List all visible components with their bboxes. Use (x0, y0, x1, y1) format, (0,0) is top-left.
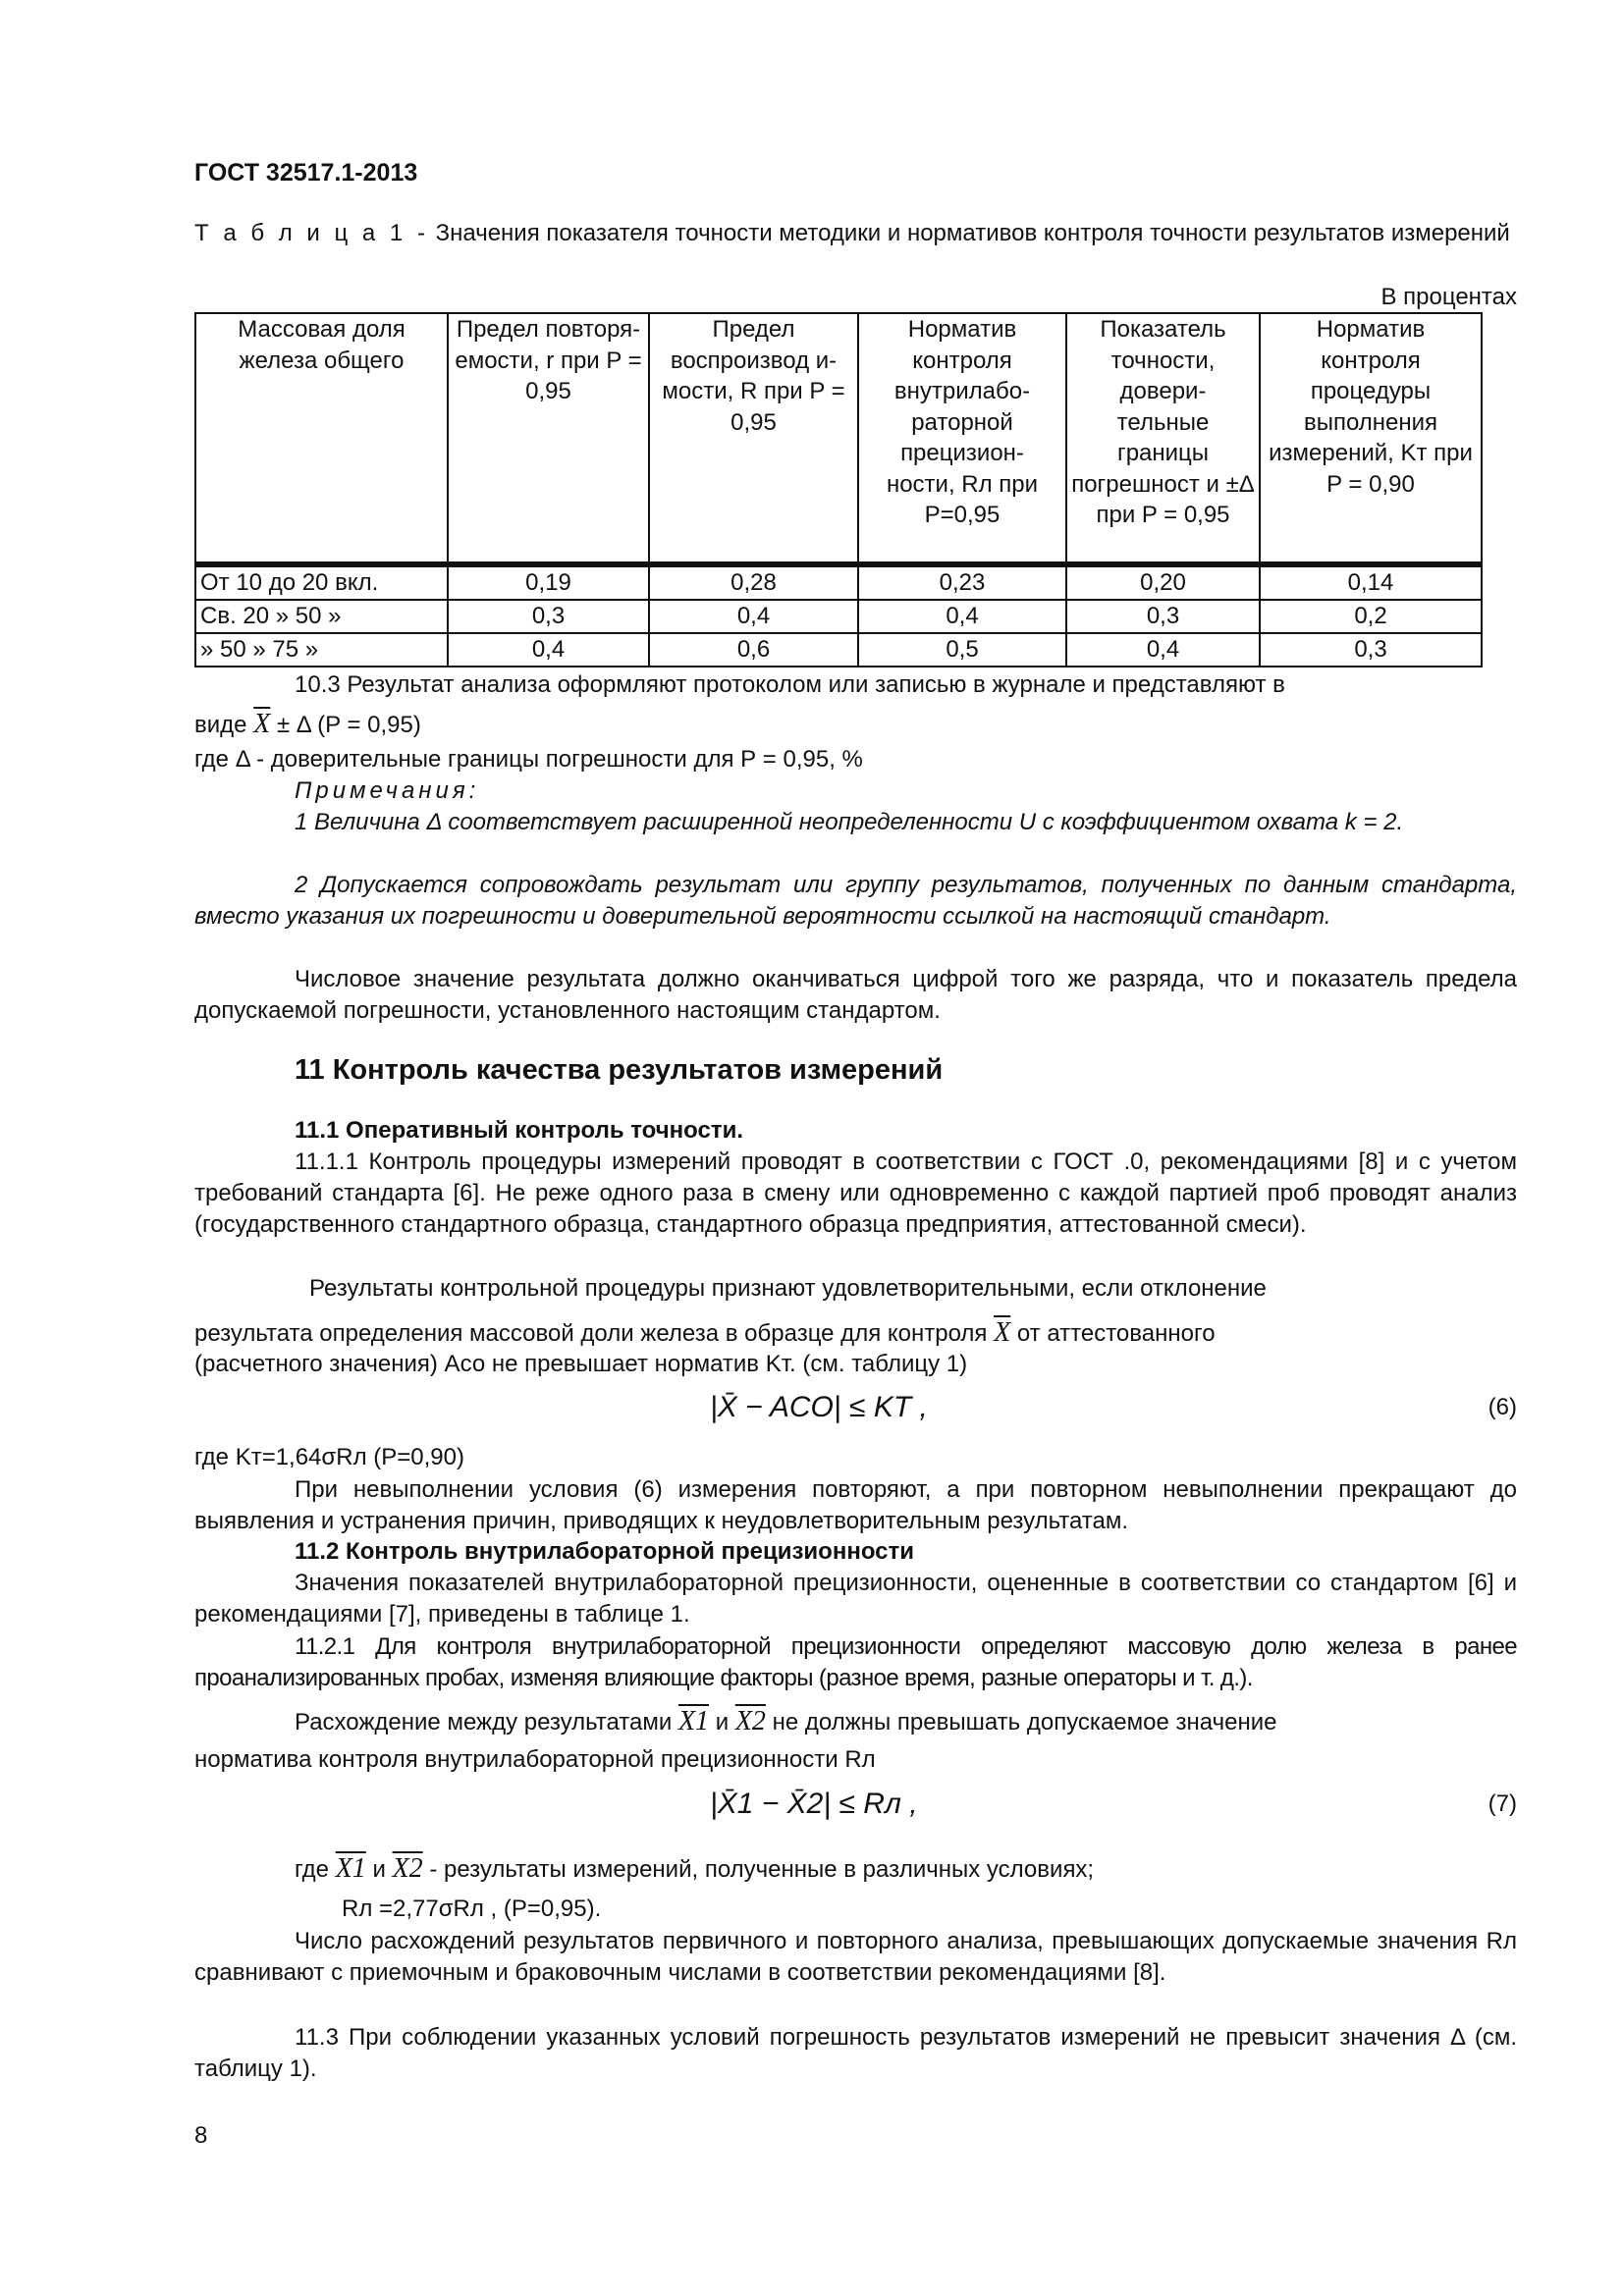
text: виде (194, 712, 247, 738)
p10-3-line2 (194, 709, 1517, 741)
column-header: Норматив контроля процедуры выполнения измерений, Kт при P = 0,90 (1260, 313, 1482, 564)
table-cell: 0,3 (1260, 633, 1482, 667)
table-cell: 0,20 (1066, 564, 1260, 600)
text: - результаты измерений, полученные в различных условиях; (429, 1856, 1095, 1883)
page-number: 8 (194, 2122, 208, 2149)
table-cell: Св. 20 » 50 » (195, 600, 448, 633)
count-paragraph: Число расхождений результатов первичного и повторного анализа, превышающих допускаемые значения Rл сравнивают с приемочным и браковочным числами в соответствии рекомендациями [8]. (194, 1928, 1517, 1986)
table-units: В процентах (1380, 284, 1517, 310)
results-line3: (расчетного значения) Aсо не превышает норматив Kт. (см. таблицу 1) (194, 1351, 968, 1377)
text: и (372, 1856, 386, 1883)
section-11-1-1: 11.1.1 Контроль процедуры измерений проводят в соответствии с ГОСТ .0, рекомендациями [8] и с учетом требований стандарта [6]. Не реже одного раза в смену или одновременно с каждой партией проб проводят анализ (государственного стандартного образца, стандартного образца предприятия, аттестованной смеси). (194, 1148, 1517, 1238)
results-line1: Результаты контрольной процедуры признают удовлетворительными, если отклонение (309, 1275, 1267, 1302)
table-cell: 0,4 (1066, 633, 1260, 667)
section-11-2-text: Значения показателей внутрилабораторной прецизионности, оцененные в соответствии со стандартом [6] и рекомендациями [7], приведены в таблице 1. (194, 1570, 1517, 1628)
section-11-2-1: 11.2.1 Для контроля внутрилабораторной прецизионности определяют массовую долю железа в ранее проанализированных пробах, изменяя влияющие факторы (разное время, разные операторы и т. д.). (194, 1633, 1517, 1691)
text: и (715, 1709, 730, 1735)
note-2: 2 Допускается сопровождать результат или группу результатов, полученных по данным стандарта, вместо указания их погрешности и доверительной вероятности ссылкой на настоящий стандарт. (194, 872, 1517, 930)
table-cell: » 50 » 75 » (195, 633, 448, 667)
section-11-heading: 11 Контроль качества результатов измерений (295, 1054, 944, 1086)
text: ± Δ (P = 0,95) (276, 712, 421, 738)
table-row (195, 564, 1482, 600)
numeric-value-paragraph: Числовое значение результата должно оканчиваться цифрой того же разряда, что и показатель предела допускаемой погрешности, установленного настоящим стандартом. (194, 966, 1517, 1024)
table-row (195, 633, 1482, 667)
table-cell: 0,2 (1260, 600, 1482, 633)
where-x1-x2 (295, 1853, 1517, 1886)
x2-bar-symbol: X2 (392, 1853, 423, 1884)
equation-7-number: (7) (1488, 1790, 1517, 1817)
accuracy-table (194, 312, 1483, 667)
column-header: Показатель точности, довери- тельные границы погрешност и ±Δ при P = 0,95 (1066, 313, 1260, 564)
x-bar-symbol: $\overline{X}$ (994, 1317, 1011, 1348)
table-cell: 0,5 (858, 633, 1066, 667)
repeat-paragraph: При невыполнении условия (6) измерения повторяют, а при повторном невыполнении прекращают до выявления и устранения причин, приводящих к неудовлетворительным результатам. (194, 1476, 1517, 1534)
document-header: ГОСТ 32517.1-2013 (194, 159, 418, 187)
column-header: Предел повторя- емости, r при P = 0,95 (448, 313, 649, 564)
notes-title: Примечания: (295, 777, 480, 804)
section-11-3: 11.3 При соблюдении указанных условий погрешность результатов измерений не превысит значения Δ (см. таблицу 1). (194, 2024, 1517, 2082)
text: Расхождение между результатами (295, 1709, 673, 1735)
table-row (195, 600, 1482, 633)
table-cell: 0,28 (649, 564, 858, 600)
equation-6-number: (6) (1488, 1394, 1517, 1420)
difference-line1 (194, 1706, 1517, 1738)
table-cell: 0,6 (649, 633, 858, 667)
difference-line2: норматива контроля внутрилабораторной прецизионности Rл (194, 1746, 876, 1773)
section-11-1-heading: 11.1 Оперативный контроль точности. (295, 1117, 744, 1144)
x-bar-symbol: $\overline{X}$ (253, 709, 271, 739)
text: где (295, 1856, 330, 1883)
table-cell: 0,19 (448, 564, 649, 600)
results-line2 (194, 1317, 1517, 1350)
table-caption-prefix: Т а б л и ц а 1 - (194, 220, 429, 246)
text: результата определения массовой доли железа в образце для контроля (194, 1320, 988, 1347)
table-cell: 0,4 (448, 633, 649, 667)
rl-definition: Rл =2,77σRл , (P=0,95). (342, 1896, 602, 1922)
equation-6 (194, 1392, 1517, 1435)
table-cell: 0,4 (858, 600, 1066, 633)
table-cell: От 10 до 20 вкл. (195, 564, 448, 600)
equation-7-formula: |X̄1 − X̄2| ≤ Rл , (710, 1788, 918, 1820)
x1-bar-symbol: X1 (335, 1853, 366, 1884)
table-cell: 0,4 (649, 600, 858, 633)
table-caption (194, 218, 1517, 249)
note-1: 1 Величина Δ соответствует расширенной неопределенности U с коэффициентом охвата k = 2. (295, 809, 1404, 835)
table-header-row (195, 313, 1482, 564)
delta-definition: где Δ - доверительные границы погрешности для Р = 0,95, % (194, 746, 863, 773)
column-header: Норматив контроля внутрилабо- раторной прецизион- ности, Rл при Р=0,95 (858, 313, 1066, 564)
equation-6-formula: |X̄ − ACO| ≤ KT , (710, 1391, 928, 1423)
table-cell: 0,14 (1260, 564, 1482, 600)
table-cell: 0,23 (858, 564, 1066, 600)
section-11-2-heading: 11.2 Контроль внутрилабораторной прецизионности (295, 1538, 915, 1565)
equation-7 (194, 1789, 1517, 1832)
p10-3-line1: 10.3 Результат анализа оформляют протоколом или записью в журнале и представляют в (295, 671, 1285, 698)
x2-bar-symbol: X2 (734, 1706, 766, 1736)
table-cell: 0,3 (1066, 600, 1260, 633)
text: не должны превышать допускаемое значение (772, 1709, 1277, 1735)
kt-definition: где Kт=1,64σRл (P=0,90) (194, 1444, 464, 1470)
x1-bar-symbol: X1 (677, 1706, 710, 1736)
table-caption-text: Значения показателя точности методики и нормативов контроля точности результатов измерений (435, 220, 1510, 246)
column-header: Массовая доля железа общего (195, 313, 448, 564)
text: от аттестованного (1016, 1320, 1216, 1347)
table-cell: 0,3 (448, 600, 649, 633)
column-header: Предел воспроизвод и-мости, R при P = 0,95 (649, 313, 858, 564)
